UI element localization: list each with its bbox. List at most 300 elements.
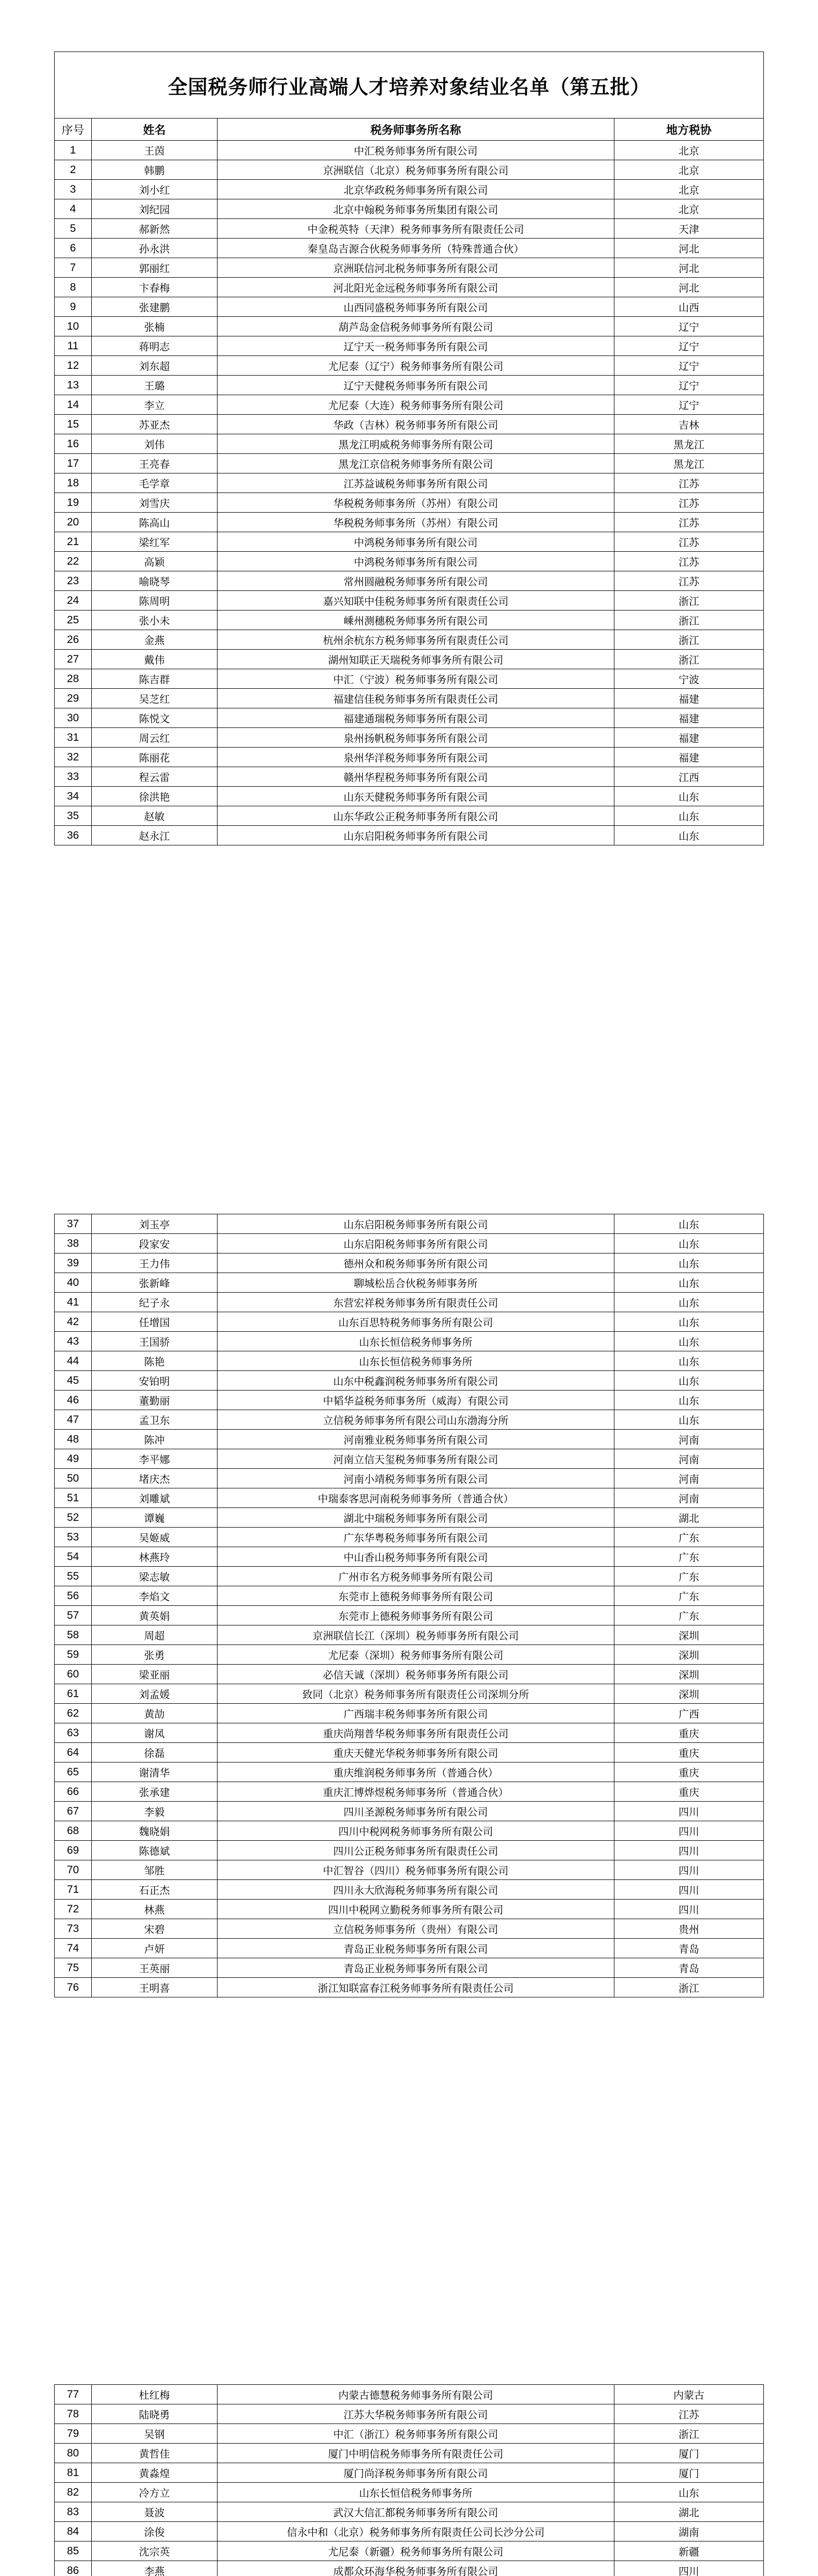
- name-cell: 陈高山: [92, 513, 218, 532]
- table-row: [55, 278, 764, 297]
- firm-cell: 武汉大信汇都税务师事务所有限公司: [218, 2502, 614, 2522]
- assoc-cell: 四川: [614, 1900, 764, 1919]
- table-row: [55, 434, 764, 454]
- table-row: [55, 748, 764, 767]
- assoc-cell: 山东: [614, 1410, 764, 1430]
- assoc-cell: 北京: [614, 160, 764, 180]
- table-row: [55, 1528, 764, 1547]
- name-cell: 董勤丽: [92, 1391, 218, 1410]
- firm-cell: 黑龙江明威税务师事务所有限公司: [218, 434, 614, 454]
- assoc-cell: 黑龙江: [614, 454, 764, 473]
- seq-cell: 16: [55, 434, 92, 454]
- assoc-cell: 江苏: [614, 532, 764, 552]
- name-cell: 刘雕斌: [92, 1488, 218, 1508]
- seq-cell: 62: [55, 1704, 92, 1723]
- assoc-cell: 福建: [614, 728, 764, 748]
- table-row: [55, 376, 764, 395]
- seq-cell: 15: [55, 415, 92, 434]
- assoc-cell: 重庆: [614, 1743, 764, 1762]
- assoc-cell: 吉林: [614, 415, 764, 434]
- assoc-cell: 浙江: [614, 591, 764, 611]
- seq-cell: 46: [55, 1391, 92, 1410]
- seq-cell: 73: [55, 1919, 92, 1939]
- seq-cell: 42: [55, 1312, 92, 1332]
- seq-cell: 14: [55, 395, 92, 415]
- seq-cell: 43: [55, 1332, 92, 1351]
- name-cell: 刘伟: [92, 434, 218, 454]
- assoc-cell: 山东: [614, 1253, 764, 1273]
- table-row: [55, 199, 764, 219]
- assoc-cell: 山东: [614, 1293, 764, 1312]
- seq-cell: 68: [55, 1821, 92, 1841]
- firm-cell: 四川公正税务师事务所有限责任公司: [218, 1841, 614, 1860]
- table-row: [55, 1567, 764, 1586]
- firm-cell: 京洲联信河北税务师事务所有限公司: [218, 258, 614, 278]
- firm-cell: 成都众环海华税务师事务所有限公司: [218, 2561, 614, 2576]
- table-row: [55, 239, 764, 258]
- firm-cell: 尤尼泰（大连）税务师事务所有限公司: [218, 395, 614, 415]
- firm-cell: 中韬华益税务师事务所（威海）有限公司: [218, 1391, 614, 1410]
- table-row: [55, 1821, 764, 1841]
- firm-cell: 广西瑞丰税务师事务所有限公司: [218, 1704, 614, 1723]
- table-row: [55, 2385, 764, 2404]
- name-cell: 王茵: [92, 141, 218, 160]
- table-row: [55, 1958, 764, 1978]
- firm-cell: 秦皇岛吉源合伙税务师事务所（特殊普通合伙）: [218, 239, 614, 258]
- table-row: [55, 2424, 764, 2444]
- seq-cell: 53: [55, 1528, 92, 1547]
- assoc-cell: 河北: [614, 258, 764, 278]
- name-cell: 黄哲佳: [92, 2444, 218, 2463]
- seq-cell: 38: [55, 1234, 92, 1253]
- assoc-cell: 辽宁: [614, 395, 764, 415]
- table-row: [55, 1488, 764, 1508]
- name-cell: 段家安: [92, 1234, 218, 1253]
- firm-cell: 山东启阳税务师事务所有限公司: [218, 826, 614, 845]
- firm-cell: 中山香山税务师事务所有限公司: [218, 1547, 614, 1567]
- name-cell: 吴钢: [92, 2424, 218, 2444]
- firm-cell: 嘉兴知联中佳税务师事务所有限责任公司: [218, 591, 614, 611]
- assoc-cell: 广东: [614, 1528, 764, 1547]
- name-cell: 孟卫东: [92, 1410, 218, 1430]
- assoc-cell: 广东: [614, 1606, 764, 1625]
- assoc-cell: 青岛: [614, 1958, 764, 1978]
- name-cell: 杜红梅: [92, 2385, 218, 2404]
- firm-cell: 中汇（宁波）税务师事务所有限公司: [218, 669, 614, 689]
- table-row: [55, 1371, 764, 1391]
- name-cell: 高颖: [92, 552, 218, 571]
- firm-cell: 山东华政公正税务师事务所有限公司: [218, 806, 614, 826]
- table-row: [55, 317, 764, 336]
- table-row: [55, 258, 764, 278]
- seq-cell: 79: [55, 2424, 92, 2444]
- firm-cell: 尤尼泰（深圳）税务师事务所有限公司: [218, 1645, 614, 1665]
- assoc-cell: 浙江: [614, 1978, 764, 1997]
- firm-cell: 青岛正业税务师事务所有限公司: [218, 1939, 614, 1958]
- assoc-cell: 厦门: [614, 2463, 764, 2483]
- table-row: [55, 1665, 764, 1684]
- seq-cell: 49: [55, 1449, 92, 1469]
- table-row: [55, 767, 764, 787]
- seq-cell: 74: [55, 1939, 92, 1958]
- assoc-cell: 河南: [614, 1469, 764, 1488]
- firm-cell: 中瑞泰客思河南税务师事务所（普通合伙）: [218, 1488, 614, 1508]
- name-cell: 陆晓勇: [92, 2404, 218, 2424]
- assoc-cell: 山东: [614, 806, 764, 826]
- assoc-cell: 山东: [614, 1273, 764, 1293]
- table-row: [55, 1293, 764, 1312]
- seq-cell: 41: [55, 1293, 92, 1312]
- firm-cell: 中鸿税务师事务所有限公司: [218, 552, 614, 571]
- firm-cell: 青岛正业税务师事务所有限公司: [218, 1958, 614, 1978]
- table-row: [55, 160, 764, 180]
- name-cell: 沈宗英: [92, 2541, 218, 2561]
- seq-cell: 82: [55, 2483, 92, 2502]
- roster-table-1: [54, 52, 764, 845]
- assoc-cell: 浙江: [614, 650, 764, 669]
- firm-cell: 厦门中明信税务师事务所有限责任公司: [218, 2444, 614, 2463]
- seq-cell: 75: [55, 1958, 92, 1978]
- table-row: [55, 1430, 764, 1449]
- table-header: [55, 118, 764, 141]
- table-row: [55, 1645, 764, 1665]
- table-row: [55, 336, 764, 356]
- assoc-cell: 四川: [614, 1880, 764, 1900]
- table-row: [55, 1762, 764, 1782]
- name-cell: 张新峰: [92, 1273, 218, 1293]
- firm-cell: 湖州知联正天瑞税务师事务所有限公司: [218, 650, 614, 669]
- assoc-cell: 北京: [614, 141, 764, 160]
- assoc-cell: 重庆: [614, 1782, 764, 1802]
- firm-cell: 河南小靖税务师事务所有限公司: [218, 1469, 614, 1488]
- assoc-cell: 河北: [614, 239, 764, 258]
- name-cell: 周超: [92, 1625, 218, 1645]
- seq-cell: 3: [55, 180, 92, 199]
- firm-cell: 厦门尚泽税务师事务所有限公司: [218, 2463, 614, 2483]
- firm-cell: 立信税务师事务所（贵州）有限公司: [218, 1919, 614, 1939]
- assoc-cell: 福建: [614, 708, 764, 728]
- name-cell: 陈德斌: [92, 1841, 218, 1860]
- seq-cell: 1: [55, 141, 92, 160]
- table-row: [55, 473, 764, 493]
- name-cell: 毛学章: [92, 473, 218, 493]
- table-row: [55, 728, 764, 748]
- firm-cell: 湖北中瑞税务师事务所有限公司: [218, 1508, 614, 1528]
- firm-cell: 四川中税网税务师事务所有限公司: [218, 1821, 614, 1841]
- roster-page-3: [54, 2384, 763, 2576]
- assoc-cell: 新疆: [614, 2541, 764, 2561]
- firm-cell: 辽宁天一税务师事务所有限公司: [218, 336, 614, 356]
- firm-cell: 中汇智谷（四川）税务师事务所有限公司: [218, 1860, 614, 1880]
- table-row: [55, 1391, 764, 1410]
- firm-cell: 东莞市上德税务师事务所有限公司: [218, 1586, 614, 1606]
- assoc-cell: 山东: [614, 1391, 764, 1410]
- seq-cell: 29: [55, 689, 92, 708]
- name-cell: 王英丽: [92, 1958, 218, 1978]
- table-row: [55, 650, 764, 669]
- name-cell: 赵敏: [92, 806, 218, 826]
- seq-cell: 27: [55, 650, 92, 669]
- seq-cell: 24: [55, 591, 92, 611]
- assoc-cell: 北京: [614, 180, 764, 199]
- seq-cell: 35: [55, 806, 92, 826]
- table-row: [55, 513, 764, 532]
- assoc-cell: 深圳: [614, 1625, 764, 1645]
- seq-cell: 78: [55, 2404, 92, 2424]
- firm-cell: 北京中翰税务师事务所集团有限公司: [218, 199, 614, 219]
- table-row: [55, 708, 764, 728]
- header-seq: 序号: [55, 118, 92, 141]
- name-cell: 徐洪艳: [92, 787, 218, 806]
- assoc-cell: 广东: [614, 1547, 764, 1567]
- seq-cell: 2: [55, 160, 92, 180]
- assoc-cell: 湖南: [614, 2522, 764, 2541]
- name-cell: 王璐: [92, 376, 218, 395]
- name-cell: 李立: [92, 395, 218, 415]
- name-cell: 黄英娟: [92, 1606, 218, 1625]
- table-row: [55, 689, 764, 708]
- seq-cell: 64: [55, 1743, 92, 1762]
- firm-cell: 四川永大欣海税务师事务所有限公司: [218, 1880, 614, 1900]
- table-row: [55, 1939, 764, 1958]
- name-cell: 刘纪园: [92, 199, 218, 219]
- table-row: [55, 826, 764, 845]
- assoc-cell: 江苏: [614, 571, 764, 591]
- table-row: [55, 1234, 764, 1253]
- name-cell: 王亮春: [92, 454, 218, 473]
- firm-cell: 泉州扬帆税务师事务所有限公司: [218, 728, 614, 748]
- roster-table-3: [54, 2384, 764, 2576]
- firm-cell: 立信税务师事务所有限公司山东渤海分所: [218, 1410, 614, 1430]
- assoc-cell: 广东: [614, 1586, 764, 1606]
- firm-cell: 中金税英特（天津）税务师事务所有限责任公司: [218, 219, 614, 239]
- table-row: [55, 493, 764, 513]
- assoc-cell: 厦门: [614, 2444, 764, 2463]
- table-row: [55, 2404, 764, 2424]
- table-row: [55, 1586, 764, 1606]
- name-cell: 喻晓琴: [92, 571, 218, 591]
- assoc-cell: 江苏: [614, 2404, 764, 2424]
- page-title: 全国税务师行业高端人才培养对象结业名单（第五批）: [55, 52, 764, 118]
- assoc-cell: 浙江: [614, 630, 764, 650]
- table-row: [55, 1508, 764, 1528]
- firm-cell: 内蒙古德慧税务师事务所有限公司: [218, 2385, 614, 2404]
- assoc-cell: 黑龙江: [614, 434, 764, 454]
- table-row: [55, 1919, 764, 1939]
- firm-cell: 河南立信天玺税务师事务所有限公司: [218, 1449, 614, 1469]
- assoc-cell: 辽宁: [614, 336, 764, 356]
- table-row: [55, 2444, 764, 2463]
- name-cell: 卢妍: [92, 1939, 218, 1958]
- table-row: [55, 1547, 764, 1567]
- seq-cell: 39: [55, 1253, 92, 1273]
- table-row: [55, 1214, 764, 1234]
- firm-cell: 杭州余杭东方税务师事务所有限责任公司: [218, 630, 614, 650]
- firm-cell: 德州众和税务师事务所有限公司: [218, 1253, 614, 1273]
- name-cell: 黄淼煌: [92, 2463, 218, 2483]
- seq-cell: 12: [55, 356, 92, 376]
- assoc-cell: 山东: [614, 1312, 764, 1332]
- firm-cell: 福建通瑞税务师事务所有限公司: [218, 708, 614, 728]
- firm-cell: 信永中和（北京）税务师事务所有限责任公司长沙分公司: [218, 2522, 614, 2541]
- seq-cell: 37: [55, 1214, 92, 1234]
- name-cell: 李毅: [92, 1802, 218, 1821]
- name-cell: 李燕: [92, 2561, 218, 2576]
- assoc-cell: 福建: [614, 748, 764, 767]
- seq-cell: 48: [55, 1430, 92, 1449]
- seq-cell: 56: [55, 1586, 92, 1606]
- firm-cell: 重庆尚翔普华税务师事务所有限责任公司: [218, 1723, 614, 1743]
- table-row: [55, 552, 764, 571]
- name-cell: 谢凤: [92, 1723, 218, 1743]
- table-row: [55, 1802, 764, 1821]
- assoc-cell: 江苏: [614, 473, 764, 493]
- assoc-cell: 山东: [614, 826, 764, 845]
- name-cell: 聂波: [92, 2502, 218, 2522]
- assoc-cell: 深圳: [614, 1645, 764, 1665]
- table-row: [55, 2522, 764, 2541]
- seq-cell: 13: [55, 376, 92, 395]
- name-cell: 林燕: [92, 1900, 218, 1919]
- table-row: [55, 141, 764, 160]
- name-cell: 陈艳: [92, 1351, 218, 1371]
- table-row: [55, 1782, 764, 1802]
- name-cell: 赵永江: [92, 826, 218, 845]
- firm-cell: 山东中税鑫润税务师事务所有限公司: [218, 1371, 614, 1391]
- table-row: [55, 532, 764, 552]
- assoc-cell: 天津: [614, 219, 764, 239]
- firm-cell: 赣州华程税务师事务所有限公司: [218, 767, 614, 787]
- seq-cell: 76: [55, 1978, 92, 1997]
- seq-cell: 33: [55, 767, 92, 787]
- assoc-cell: 贵州: [614, 1919, 764, 1939]
- firm-cell: 重庆维润税务师事务所（普通合伙）: [218, 1762, 614, 1782]
- table-row: [55, 1978, 764, 1997]
- seq-cell: 65: [55, 1762, 92, 1782]
- assoc-cell: 江西: [614, 767, 764, 787]
- firm-cell: 山东长恒信税务师事务所: [218, 1351, 614, 1371]
- name-cell: 邹胜: [92, 1860, 218, 1880]
- assoc-cell: 山东: [614, 1371, 764, 1391]
- table-row: [55, 180, 764, 199]
- table-row: [55, 1860, 764, 1880]
- assoc-cell: 山西: [614, 297, 764, 317]
- table-row: [55, 219, 764, 239]
- seq-cell: 7: [55, 258, 92, 278]
- seq-cell: 67: [55, 1802, 92, 1821]
- firm-cell: 山东天健税务师事务所有限公司: [218, 787, 614, 806]
- name-cell: 程云雷: [92, 767, 218, 787]
- seq-cell: 21: [55, 532, 92, 552]
- firm-cell: 山东百思特税务师事务所有限公司: [218, 1312, 614, 1332]
- seq-cell: 11: [55, 336, 92, 356]
- firm-cell: 常州圆融税务师事务所有限公司: [218, 571, 614, 591]
- table-row: [55, 1625, 764, 1645]
- assoc-cell: 湖北: [614, 2502, 764, 2522]
- seq-cell: 32: [55, 748, 92, 767]
- assoc-cell: 河南: [614, 1430, 764, 1449]
- name-cell: 纪子永: [92, 1293, 218, 1312]
- seq-cell: 58: [55, 1625, 92, 1645]
- seq-cell: 70: [55, 1860, 92, 1880]
- seq-cell: 10: [55, 317, 92, 336]
- name-cell: 刘东超: [92, 356, 218, 376]
- table-row: [55, 1410, 764, 1430]
- table-row: [55, 1273, 764, 1293]
- firm-cell: 华政（吉林）税务师事务所有限公司: [218, 415, 614, 434]
- seq-cell: 81: [55, 2463, 92, 2483]
- table-row: [55, 1606, 764, 1625]
- firm-cell: 葫芦岛金信税务师事务所有限公司: [218, 317, 614, 336]
- seq-cell: 50: [55, 1469, 92, 1488]
- table-row: [55, 806, 764, 826]
- name-cell: 陈周明: [92, 591, 218, 611]
- assoc-cell: 四川: [614, 1821, 764, 1841]
- name-cell: 林燕玲: [92, 1547, 218, 1567]
- table-row: [55, 2561, 764, 2576]
- seq-cell: 31: [55, 728, 92, 748]
- roster-page-1: [54, 52, 763, 845]
- table-row: [55, 454, 764, 473]
- seq-cell: 55: [55, 1567, 92, 1586]
- table-row: [55, 1351, 764, 1371]
- seq-cell: 63: [55, 1723, 92, 1743]
- assoc-cell: 山东: [614, 1234, 764, 1253]
- assoc-cell: 福建: [614, 689, 764, 708]
- table-row: [55, 1704, 764, 1723]
- roster-page-2: [54, 1214, 763, 1997]
- assoc-cell: 浙江: [614, 2424, 764, 2444]
- seq-cell: 9: [55, 297, 92, 317]
- seq-cell: 60: [55, 1665, 92, 1684]
- table-row: [55, 1723, 764, 1743]
- firm-cell: 广东华粤税务师事务所有限公司: [218, 1528, 614, 1547]
- assoc-cell: 江苏: [614, 552, 764, 571]
- table-row: [55, 395, 764, 415]
- table-row: [55, 1684, 764, 1704]
- seq-cell: 80: [55, 2444, 92, 2463]
- name-cell: 谭巍: [92, 1508, 218, 1528]
- seq-cell: 28: [55, 669, 92, 689]
- assoc-cell: 江苏: [614, 513, 764, 532]
- firm-cell: 嵊州测穗税务师事务所有限公司: [218, 611, 614, 630]
- firm-cell: 中汇税务师事务所有限公司: [218, 141, 614, 160]
- table-row: [55, 1743, 764, 1762]
- seq-cell: 22: [55, 552, 92, 571]
- assoc-cell: 重庆: [614, 1723, 764, 1743]
- name-cell: 李平娜: [92, 1449, 218, 1469]
- seq-cell: 19: [55, 493, 92, 513]
- firm-cell: 尤尼泰（新疆）税务师事务所有限公司: [218, 2541, 614, 2561]
- name-cell: 张楠: [92, 317, 218, 336]
- name-cell: 石正杰: [92, 1880, 218, 1900]
- firm-cell: 重庆天健光华税务师事务所有限公司: [218, 1743, 614, 1762]
- name-cell: 金燕: [92, 630, 218, 650]
- seq-cell: 17: [55, 454, 92, 473]
- seq-cell: 8: [55, 278, 92, 297]
- assoc-cell: 内蒙古: [614, 2385, 764, 2404]
- seq-cell: 47: [55, 1410, 92, 1430]
- name-cell: 陈悦文: [92, 708, 218, 728]
- assoc-cell: 广西: [614, 1704, 764, 1723]
- assoc-cell: 江苏: [614, 493, 764, 513]
- name-cell: 孙永洪: [92, 239, 218, 258]
- firm-cell: 江苏大华税务师事务所有限公司: [218, 2404, 614, 2424]
- firm-cell: 四川圣源税务师事务所有限公司: [218, 1802, 614, 1821]
- name-cell: 黄劼: [92, 1704, 218, 1723]
- seq-cell: 54: [55, 1547, 92, 1567]
- firm-cell: 山东启阳税务师事务所有限公司: [218, 1234, 614, 1253]
